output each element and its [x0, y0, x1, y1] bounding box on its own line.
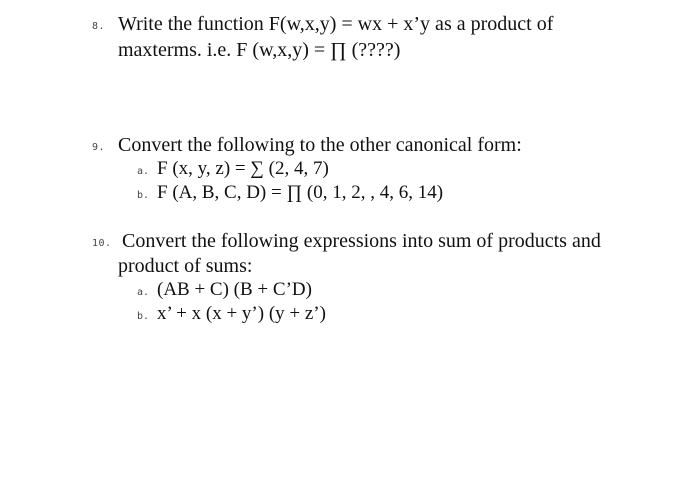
part-letter: a. — [137, 287, 150, 298]
part-text: F (A, B, C, D) = ∏ (0, 1, 2, , 4, 6, 14) — [157, 182, 444, 203]
question-number: 8. — [92, 21, 106, 32]
part-text: (AB + C) (B + C’D) — [157, 279, 312, 300]
part-letter: b. — [137, 190, 150, 201]
question-number: 10. — [92, 238, 112, 249]
part-text: x’ + x (x + y’) (y + z’) — [157, 303, 326, 324]
part-letter: b. — [137, 311, 150, 322]
question-text-line: Write the function F(w,x,y) = wx + x’y as a product of — [118, 13, 554, 35]
question-text-line: Convert the following expressions into sum of products and — [122, 230, 601, 252]
part-text: F (x, y, z) = ∑ (2, 4, 7) — [157, 158, 329, 179]
question-text-line: maxterms. i.e. F (w,x,y) = ∏ (????) — [118, 39, 401, 61]
question-text-line: product of sums: — [118, 255, 253, 277]
question-text-line: Convert the following to the other canonical form: — [118, 134, 522, 156]
part-letter: a. — [137, 166, 150, 177]
question-number: 9. — [92, 142, 106, 153]
